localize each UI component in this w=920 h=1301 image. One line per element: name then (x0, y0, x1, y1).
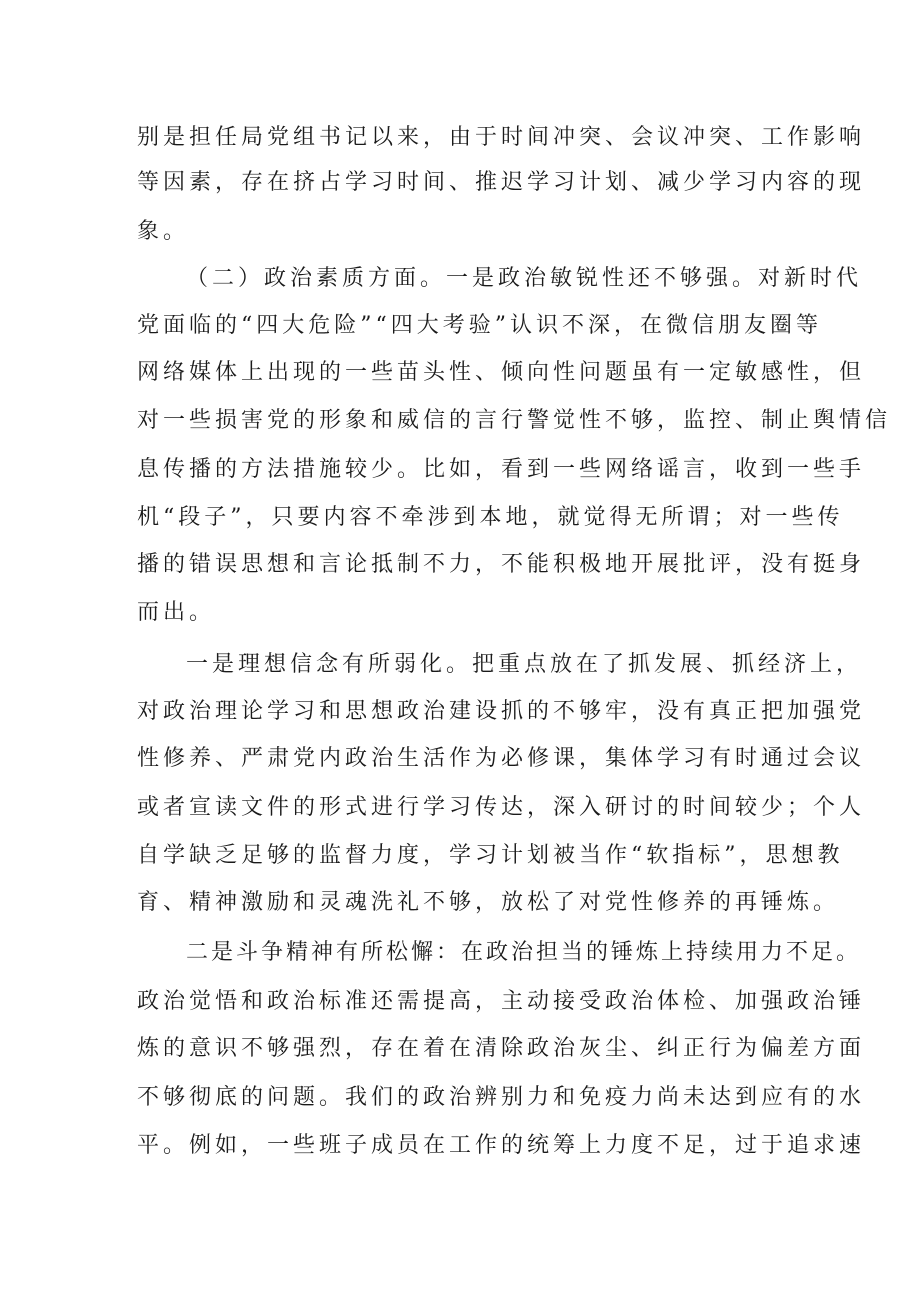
text-line: 不够彻底的问题。我们的政治辨别力和免疫力尚未达到应有的水 (137, 1085, 866, 1110)
text-line: 或者宣读文件的形式进行学习传达，深入研讨的时间较少；个人 (137, 795, 866, 820)
text-line: 对政治理论学习和思想政治建设抓的不够牢，没有真正把加强党 (137, 699, 866, 724)
paragraph-first-line: （二）政治素质方面。一是政治敏锐性还不够强。对新时代 (186, 266, 863, 291)
text-line: 网络媒体上出现的一些苗头性、倾向性问题虽有一定敏感性，但 (137, 360, 866, 385)
paragraph-first-line: 二是斗争精神有所松懈：在政治担当的锤炼上持续用力不足。 (186, 940, 862, 965)
text-line: 炼的意识不够强烈，存在着在清除政治灰尘、纠正行为偏差方面 (137, 1036, 866, 1061)
text-line: 机“段子”，只要内容不牵涉到本地，就觉得无所谓；对一些传 (137, 505, 844, 530)
text-line: 别是担任局党组书记以来，由于时间冲突、会议冲突、工作影响 (137, 125, 866, 150)
text-line: 自学缺乏足够的监督力度，学习计划被当作“软指标”，思想教 (137, 843, 844, 868)
paragraph-first-line: 一是理想信念有所弱化。把重点放在了抓发展、抓经济上， (186, 652, 863, 677)
text-line: 象。 (137, 219, 190, 244)
text-line: 育、精神激励和灵魂洗礼不够，放松了对党性修养的再锤炼。 (137, 890, 840, 915)
text-line: 等因素，存在挤占学习时间、推迟学习计划、减少学习内容的现 (137, 170, 866, 195)
text-line: 对一些损害党的形象和威信的言行警觉性不够，监控、制止舆情信 (137, 408, 892, 433)
text-line: 息传播的方法措施较少。比如，看到一些网络谣言，收到一些手 (137, 457, 866, 482)
text-line: 党面临的“四大危险”“四大考验”认识不深，在微信朋友圈等 (137, 313, 822, 338)
text-line: 而出。 (137, 600, 216, 625)
text-line: 性修养、严肃党内政治生活作为必修课，集体学习有时通过会议 (137, 746, 866, 771)
text-line: 平。例如，一些班子成员在工作的统筹上力度不足，过于追求速 (137, 1133, 866, 1158)
text-line: 播的错误思想和言论抵制不力，不能积极地开展批评，没有挺身 (137, 552, 866, 577)
text-line: 政治觉悟和政治标准还需提高，主动接受政治体检、加强政治锤 (137, 989, 866, 1014)
